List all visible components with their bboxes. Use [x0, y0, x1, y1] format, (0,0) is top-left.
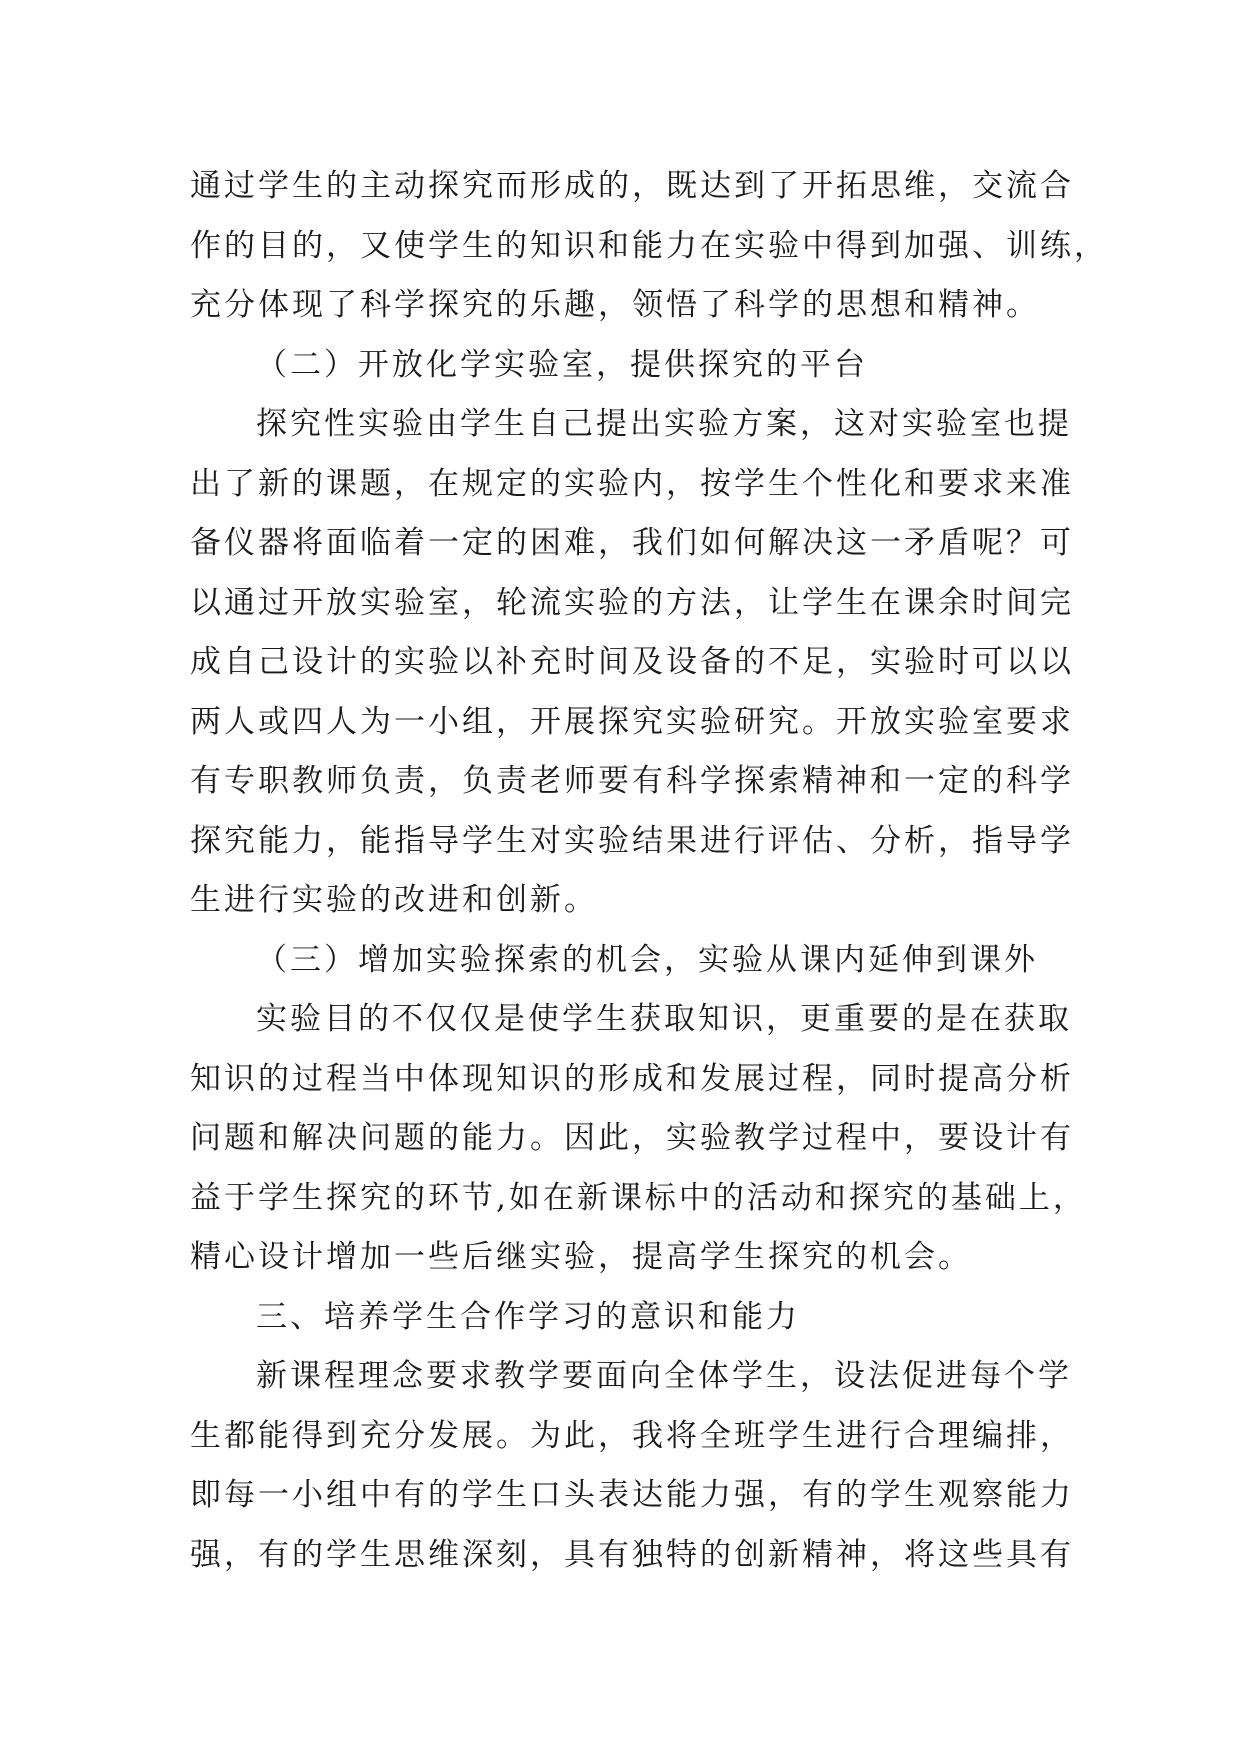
text-line: 充分体现了科学探究的乐趣，领悟了科学的思想和精神。 [190, 287, 1040, 323]
text-line: （三）增加实验探索的机会，实验从课内延伸到课外 [256, 941, 1038, 978]
text-line: 出了新的课题，在规定的实验内，按学生个性化和要求来准 [190, 465, 1074, 502]
text-line: 成自己设计的实验以补充时间及设备的不足，实验时可以以 [190, 644, 1074, 680]
text-line: 生都能得到充分发展。为此，我将全班学生进行合理编排， [190, 1417, 1074, 1454]
text-line: （二）开放化学实验室，提供探究的平台 [256, 346, 868, 383]
text-line: 强，有的学生思维深刻，具有独特的创新精神，将这些具有 [190, 1536, 1074, 1573]
text-line: 知识的过程当中体现知识的形成和发展过程，同时提高分析 [190, 1060, 1074, 1097]
text-line: 作的目的，又使学生的知识和能力在实验中得到加强、训练， [190, 227, 1108, 264]
text-line: 生进行实验的改进和创新。 [190, 882, 598, 918]
text-line: 通过学生的主动探究而形成的，既达到了开拓思维，交流合 [190, 168, 1074, 204]
text-line: 以通过开放实验室，轮流实验的方法，让学生在课余时间完 [190, 584, 1074, 621]
text-line: 探究能力，能指导学生对实验结果进行评估、分析，指导学 [190, 822, 1074, 859]
text-line: 有专职教师负责，负责老师要有科学探索精神和一定的科学 [190, 763, 1074, 799]
text-line: 即每一小组中有的学生口头表达能力强，有的学生观察能力 [190, 1477, 1074, 1513]
text-line: 实验目的不仅仅是使学生获取知识，更重要的是在获取 [256, 1001, 1072, 1037]
text-line: 备仪器将面临着一定的困难，我们如何解决这一矛盾呢？可 [190, 525, 1074, 561]
text-line: 问题和解决问题的能力。因此，实验教学过程中，要设计有 [190, 1120, 1074, 1156]
text-line: 两人或四人为一小组，开展探究实验研究。开放实验室要求 [190, 703, 1074, 740]
text-line: 三、培养学生合作学习的意识和能力 [256, 1298, 800, 1335]
text-line: 探究性实验由学生自己提出实验方案，这对实验室也提 [256, 406, 1072, 442]
text-line: 新课程理念要求教学要面向全体学生，设法促进每个学 [256, 1358, 1072, 1394]
document-body [190, 157, 1108, 1585]
text-line: 精心设计增加一些后继实验，提高学生探究的机会。 [190, 1239, 972, 1275]
text-line: 益于学生探究的环节,如在新课标中的活动和探究的基础上， [190, 1179, 1087, 1216]
